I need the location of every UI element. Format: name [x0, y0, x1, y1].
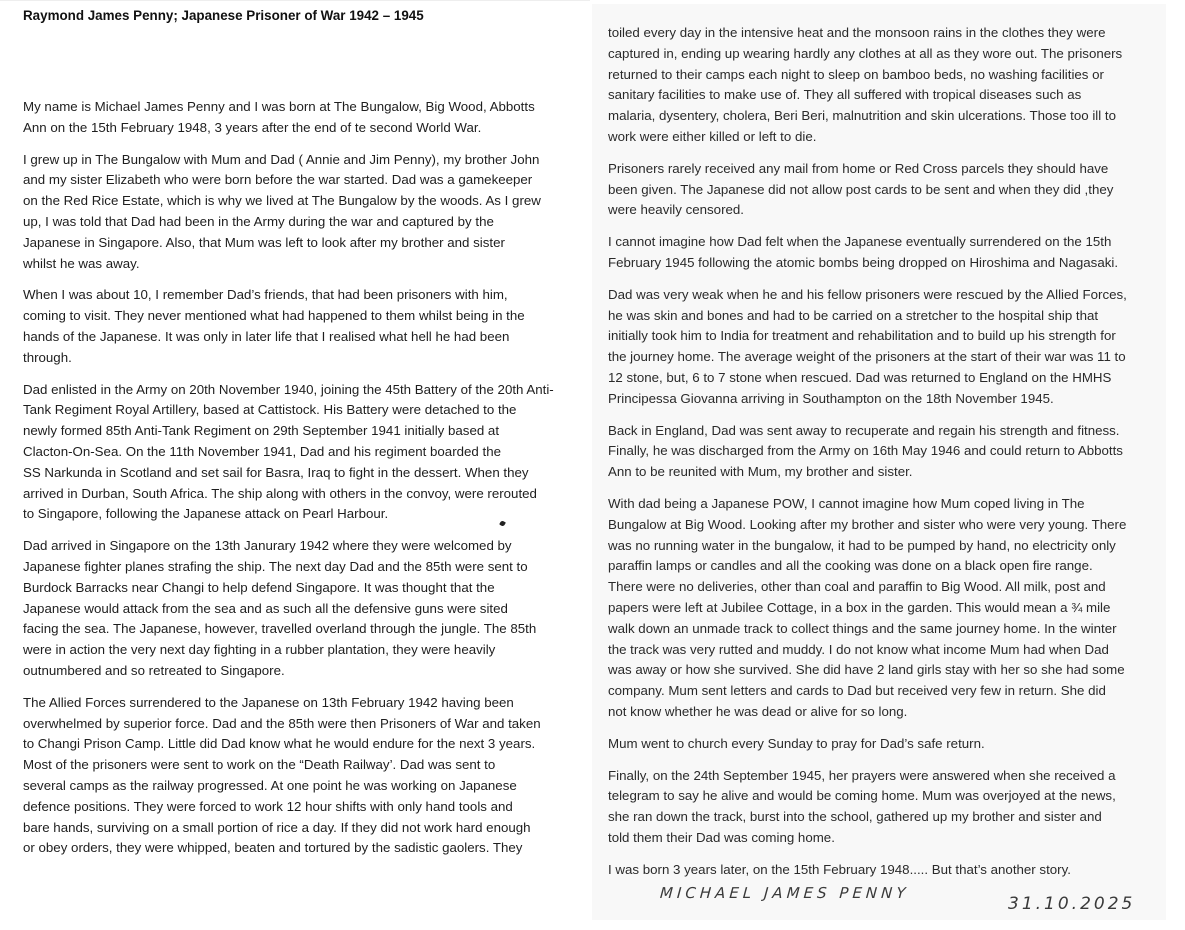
text-line: Burdock Barracks near Changi to help defend Singapore. It was thought that the [23, 579, 495, 595]
text-line: facing the sea. The Japanese, however, travelled overland through the jungle. The 85th [23, 621, 537, 637]
text-line: he was skin and bones and had to be carried on a stretcher to the hospital ship that [608, 307, 1099, 323]
signature-name: MICHAEL JAMES PENNY [659, 884, 911, 902]
paragraph [23, 380, 571, 526]
paragraph [608, 159, 1160, 221]
text-line: been given. The Japanese did not allow post cards to be sent and when they did ,they [608, 181, 1114, 197]
text-line: I cannot imagine how Dad felt when the Japanese eventually surrendered on the 15th [608, 234, 1112, 250]
text-line: telegram to say he alive and would be coming home. Mum was overjoyed at the news, [608, 788, 1116, 804]
text-line: Principessa Giovanna arriving in Southampton on the 18th November 1945. [608, 390, 1054, 406]
text-line: SS Narkunda in Scotland and set sail for Basra, Iraq to fight in the dessert. When they [23, 464, 529, 480]
text-line: Finally, on the 24th September 1945, her prayers were answered when she received a [608, 767, 1116, 783]
text-line: papers were left at Jubilee Cottage, in a box in the garden. This would mean a ¾ mile [608, 599, 1111, 615]
text-line: Tank Regiment Royal Artillery, based at Cattistock. His Battery were detached to the [23, 402, 517, 418]
paragraph [608, 766, 1160, 849]
text-line: and my sister Elizabeth who were born before the war started. Dad was a gamekeeper [23, 172, 533, 188]
text-line: on the Red Rice Estate, which is why we lived at The Bungalow by the woods. As I grew [23, 193, 541, 209]
text-line: not know whether he was dead or alive for so long. [608, 703, 908, 719]
paragraph [23, 150, 571, 275]
text-line: Ann on the 15th February 1948, 3 years after the end of te second World War. [23, 119, 482, 135]
text-line: Dad enlisted in the Army on 20th November 1940, joining the 45th Battery of the 20th Anti- [23, 381, 554, 397]
text-line: she ran down the track, burst into the school, gathered up my brother and sister and [608, 809, 1102, 825]
text-line: I was born 3 years later, on the 15th February 1948..... But that’s another story. [608, 861, 1071, 877]
text-line: several camps as the railway progressed. At one point he was working on Japanese [23, 777, 517, 793]
text-line: Most of the prisoners were sent to work on the “Death Railway’. Dad was sent to [23, 757, 496, 773]
paragraph [608, 232, 1160, 274]
text-line: 12 stone, but, 6 to 7 stone when rescued. Dad was returned to England on the HMHS [608, 369, 1112, 385]
text-line: whilst he was away. [23, 255, 140, 271]
text-line: coming to visit. They never mentioned what had happened to them whilst being in the [23, 308, 525, 324]
text-line: were heavily censored. [608, 202, 744, 218]
handwritten-signature [660, 884, 1160, 924]
text-line: February 1945 following the atomic bombs being dropped on Hiroshima and Nagasaki. [608, 254, 1119, 270]
text-line: was no running water in the bungalow, it had to be pumped by hand, no electricity only [608, 537, 1116, 553]
left-column [23, 97, 571, 870]
text-line: Bungalow at Big Wood. Looking after my brother and sister who were very young. There [608, 516, 1127, 532]
paragraph [608, 421, 1160, 483]
text-line: through. [23, 349, 72, 365]
text-line: told them their Dad was coming home. [608, 829, 835, 845]
text-line: When I was about 10, I remember Dad’s friends, that had been prisoners with him, [23, 287, 508, 303]
text-line: bare hands, surviving on a small portion of rice a day. If they did not work hard enough [23, 819, 531, 835]
text-line: The Allied Forces surrendered to the Japanese on 13th February 1942 having been [23, 694, 514, 710]
text-line: Mum went to church every Sunday to pray for Dad’s safe return. [608, 735, 985, 751]
document-title: Raymond James Penny; Japanese Prisoner of War 1942 – 1945 [23, 8, 424, 23]
text-line: Dad was very weak when he and his fellow prisoners were rescued by the Allied Forces, [608, 286, 1127, 302]
right-page [592, 4, 1166, 920]
text-line: Dad arrived in Singapore on the 13th Janurary 1942 where they were welcomed by [23, 538, 512, 554]
signature-date: 31.10.2025 [1008, 894, 1136, 914]
text-line: captured in, ending up wearing hardly any clothes at all as they wore out. The prisoners [608, 45, 1123, 61]
text-line: toiled every day in the intensive heat and the monsoon rains in the clothes they were [608, 25, 1106, 40]
text-line: There were no deliveries, other than coal and paraffin to Big Wood. All milk, post and [608, 579, 1106, 595]
text-line: was away or how she survived. She did have 2 land girls stay with her so she had some [608, 662, 1125, 678]
right-column [608, 23, 1160, 891]
text-line: malaria, dysentery, cholera, Beri Beri, malnutrition and skin ulcerations. Those too ill to [608, 108, 1116, 124]
paragraph [23, 536, 571, 682]
text-line: newly formed 85th Anti-Tank Regiment on 29th September 1941 initially based at [23, 423, 500, 439]
text-line: arrived in Durban, South Africa. The ship along with others in the convoy, were rerouted [23, 485, 537, 501]
text-line: With dad being a Japanese POW, I cannot imagine how Mum coped living in The [608, 495, 1085, 511]
text-line: initially took him to India for treatment and rehabilitation and to build up his strength for [608, 328, 1116, 344]
text-line: up, I was told that Dad had been in the Army during the war and captured by the [23, 213, 494, 229]
text-line: were in action the very next day fighting in a rubber plantation, they were heavily [23, 642, 496, 658]
text-line: overwhelmed by superior force. Dad and the 85th were then Prisoners of War and taken [23, 715, 541, 731]
text-line: paraffin lamps or candles and all the cooking was done on a black open fire range. [608, 558, 1093, 574]
text-line: defence positions. They were forced to work 12 hour shifts with only hand tools and [23, 798, 513, 814]
text-line: I grew up in The Bungalow with Mum and Dad ( Annie and Jim Penny), my brother John [23, 151, 540, 167]
text-line: Prisoners rarely received any mail from home or Red Cross parcels they should have [608, 160, 1109, 176]
text-line: hands of the Japanese. It was only in later life that I realised what hell he had been [23, 328, 510, 344]
paragraph [608, 860, 1160, 881]
text-line: Back in England, Dad was sent away to recuperate and regain his strength and fitness. [608, 422, 1120, 438]
text-line: sanitary facilities to make use of. They all suffered with tropical diseases such as [608, 87, 1082, 103]
text-line: or obey orders, they were whipped, beaten and tortured by the sadistic gaolers. They [23, 840, 523, 856]
text-line: the track was very rutted and muddy. I do not know what income Mum had when Dad [608, 641, 1109, 657]
text-line: Clacton-On-Sea. On the 11th November 1941, Dad and his regiment boarded the [23, 443, 501, 459]
text-line: to Singapore, following the Japanese attack on Pearl Harbour. [23, 506, 389, 522]
text-line: Japanese would attack from the sea and as such all the defensive guns were sited [23, 600, 508, 616]
paragraph [608, 23, 1160, 148]
paragraph [23, 97, 571, 139]
text-line: Ann to be reunited with Mum, my brother and sister. [608, 464, 913, 480]
text-line: the journey home. The average weight of the prisoners at the start of their war was 11 to [608, 349, 1126, 365]
text-line: work were either killed or left to die. [608, 128, 817, 144]
text-line: My name is Michael James Penny and I was born at The Bungalow, Big Wood, Abbotts [23, 99, 535, 114]
left-page [0, 0, 590, 856]
text-line: Japanese fighter planes strafing the ship. The next day Dad and the 85th were sent to [23, 558, 528, 574]
text-line: Finally, he was discharged from the Army on 16th May 1946 and could return to Abbotts [608, 443, 1123, 459]
text-line: outnumbered and so retreated to Singapore. [23, 662, 285, 678]
text-line: Japanese in Singapore. Also, that Mum was left to look after my brother and sister [23, 234, 505, 250]
paragraph [23, 285, 571, 368]
paragraph [608, 285, 1160, 410]
text-line: walk down an unmade track to collect things and the same journey home. In the winter [608, 620, 1117, 636]
paragraph [608, 734, 1160, 755]
paragraph [608, 494, 1160, 723]
text-line: to Changi Prison Camp. Little did Dad know what he would endure for the next 3 years. [23, 736, 536, 752]
text-line: company. Mum sent letters and cards to Dad but received very few in return. She did [608, 683, 1106, 699]
paragraph [23, 693, 571, 859]
text-line: returned to their camps each night to sleep on bamboo beds, no washing facilities or [608, 66, 1104, 82]
